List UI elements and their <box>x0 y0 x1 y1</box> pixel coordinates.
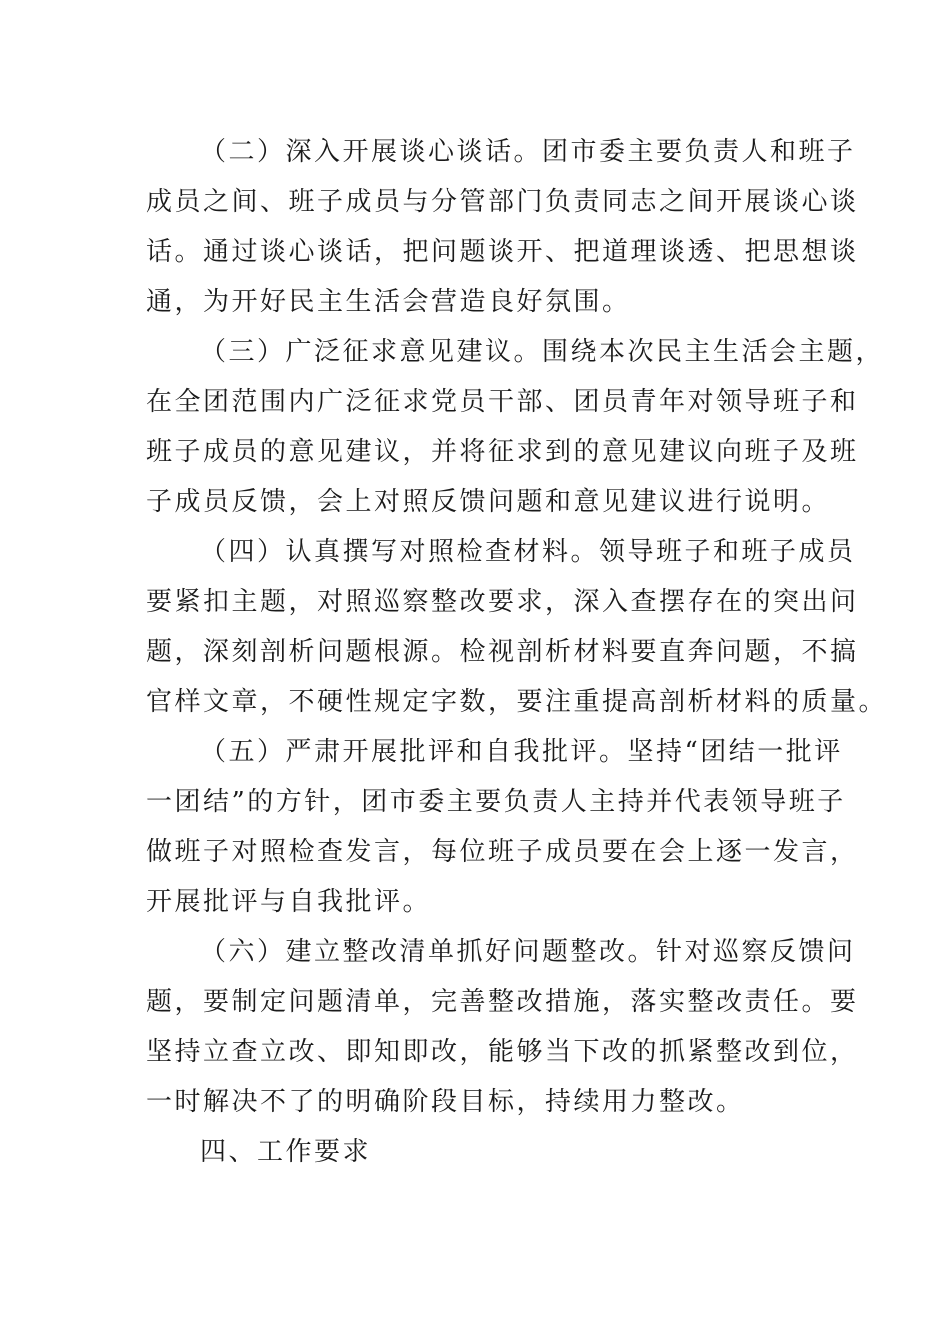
paragraph-6-heading-line: （六）建立整改清单抓好问题整改。针对巡察反馈问 <box>200 937 856 967</box>
paragraph-line: 题，深刻剖析问题根源。检视剖析材料要直奔问题，不搞 <box>146 637 859 667</box>
paragraph-line: 做班子对照检查发言，每位班子成员要在会上逐一发言， <box>146 837 859 867</box>
paragraph-line: 一时解决不了的明确阶段目标，持续用力整改。 <box>146 1087 745 1117</box>
paragraph-line: 班子成员的意见建议，并将征求到的意见建议向班子及班 <box>146 437 859 467</box>
paragraph-line: 话。通过谈心谈话，把问题谈开、把道理谈透、把思想谈 <box>146 237 859 267</box>
paragraph-line: 要紧扣主题，对照巡察整改要求，深入查摆存在的突出问 <box>146 587 859 617</box>
paragraph-line: 在全团范围内广泛征求党员干部、团员青年对领导班子和 <box>146 387 859 417</box>
paragraph-2-heading-line: （二）深入开展谈心谈话。团市委主要负责人和班子 <box>200 137 856 167</box>
paragraph-line: 成员之间、班子成员与分管部门负责同志之间开展谈心谈 <box>146 187 859 217</box>
paragraph-4-heading-line: （四）认真撰写对照检查材料。领导班子和班子成员 <box>200 537 856 567</box>
paragraph-line: 官样文章，不硬性规定字数，要注重提高剖析材料的质量。 <box>146 687 888 717</box>
paragraph-line: 一团结”的方针，团市委主要负责人主持并代表领导班子 <box>146 787 846 817</box>
paragraph-line: 通，为开好民主生活会营造良好氛围。 <box>146 287 631 317</box>
paragraph-line: 开展批评与自我批评。 <box>146 887 432 917</box>
paragraph-3-heading-line: （三）广泛征求意见建议。围绕本次民主生活会主题， <box>200 337 885 367</box>
paragraph-5-heading-line: （五）严肃开展批评和自我批评。坚持“团结一批评 <box>200 737 843 767</box>
section-heading-work-requirements: 四、工作要求 <box>200 1137 372 1167</box>
paragraph-line: 题，要制定问题清单，完善整改措施，落实整改责任。要 <box>146 987 859 1017</box>
paragraph-line: 坚持立查立改、即知即改，能够当下改的抓紧整改到位， <box>146 1037 859 1067</box>
paragraph-line: 子成员反馈，会上对照反馈问题和意见建议进行说明。 <box>146 487 831 517</box>
